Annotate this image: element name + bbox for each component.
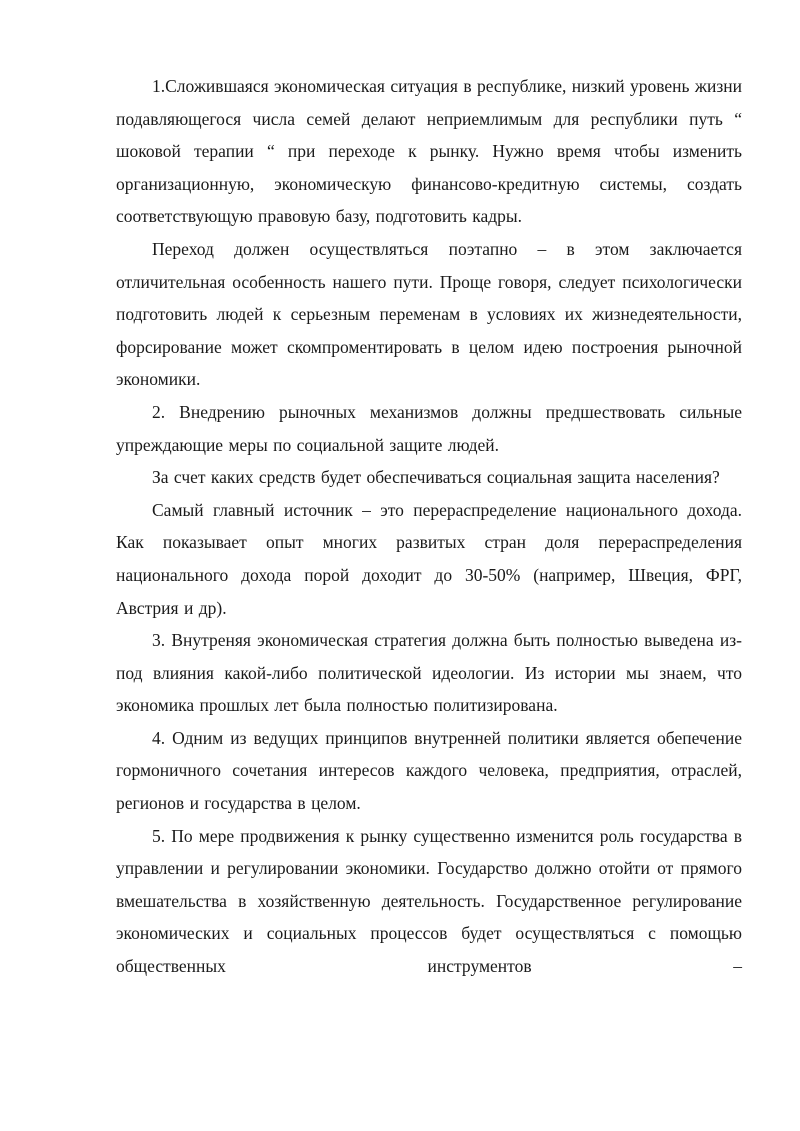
paragraph-8: 5. По мере продвижения к рынку существенно изменится роль государства в управлении и регулировании экономики. Государство должно отойти от прямого вмешательства в хозяйственную деятельность. Государственное регулирование экономических и социальных процессов будет осуществляться с помощью общественных инструментов – [116, 825, 742, 977]
paragraph-2: Переход должен осуществляться поэтапно – в этом заключается отличительная особенность нашего пути. Проще говоря, следует психологически подготовить людей к серьезным переменам в условиях их жизнедеятельности, форсирование может скомпроментировать в целом идею построения рыночной экономики. [116, 238, 742, 390]
paragraph-7: 4. Одним из ведущих принципов внутренней политики является обепечение гормоничного сочетания интересов каждого человека, предприятия, отраслей, регионов и государства в целом. [116, 727, 742, 814]
paragraph-1: 1.Сложившаяся экономическая ситуация в республике, низкий уровень жизни подавляющегося числа семей делают неприемлимым для республики путь “ шоковой терапии “ при переходе к рынку. Нужно время чтобы изменить организационную, экономическую финансово-кредитную системы, создать соответствующую правовую базу, подготовить кадры. [116, 76, 742, 227]
paragraph-6: 3. Внутреняя экономическая стратегия должна быть полностью выведена из-под влияния какой-либо политической идеологии. Из истории мы знаем, что экономика прошлых лет была полностью политизирована. [116, 630, 742, 716]
paragraph-5: Самый главный источник – это перераспределение национального дохода. Как показывает опыт многих развитых стран доля перераспределения национального дохода порой доходит до 30-50% (например, Швеция, ФРГ, Австрия и др). [116, 499, 742, 618]
paragraph-4: За счет каких средств будет обеспечиваться социальная защита населения? [152, 467, 720, 488]
paragraph-3: 2. Внедрению рыночных механизмов должны предшествовать сильные упреждающие меры по социальной защите людей. [116, 401, 742, 455]
